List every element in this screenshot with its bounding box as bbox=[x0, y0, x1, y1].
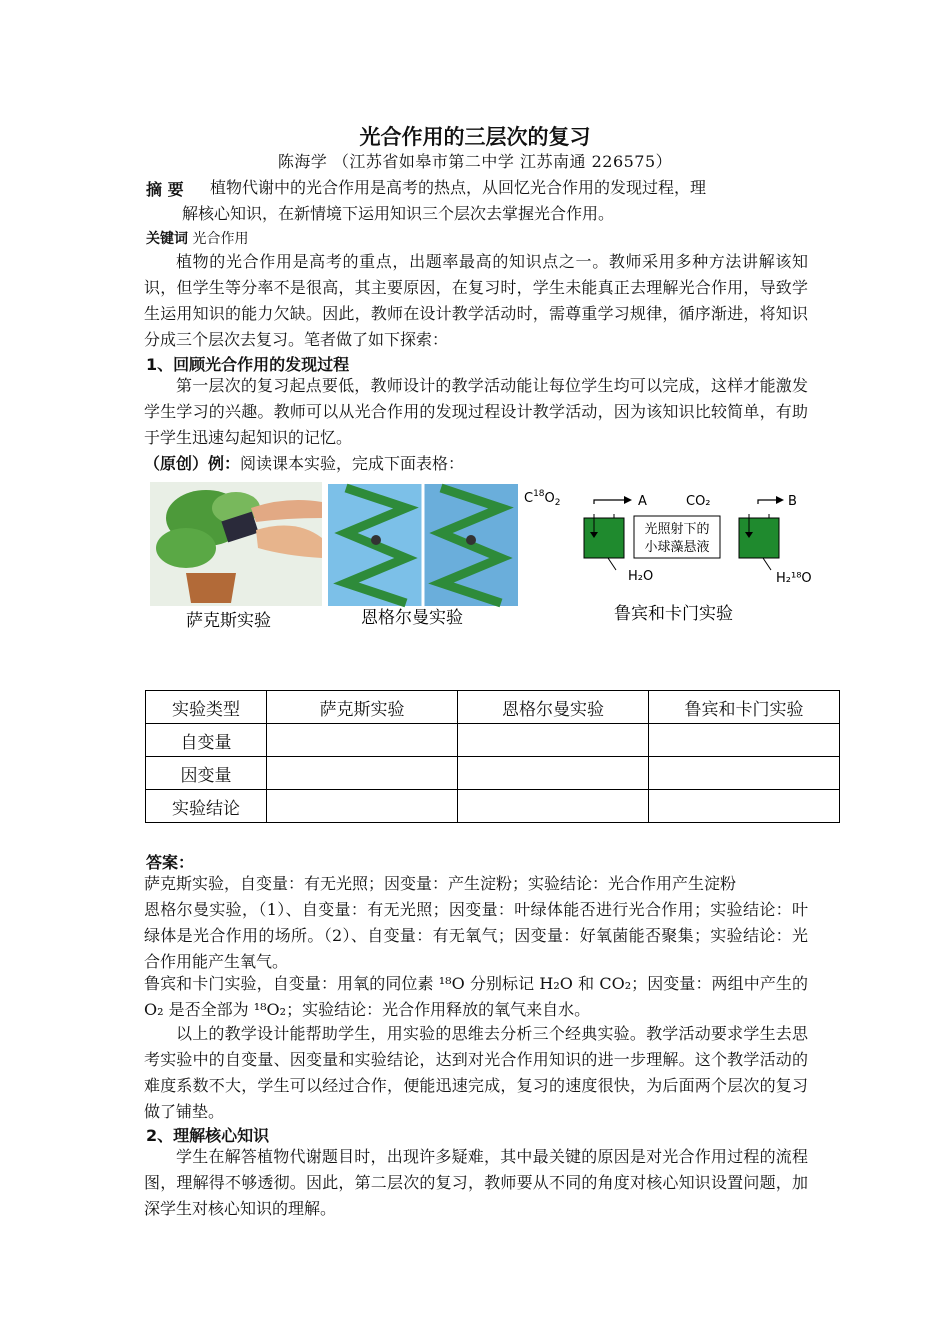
example-text: 阅读课本实验，完成下面表格： bbox=[240, 454, 465, 473]
section1-heading: 1、回顾光合作用的发现过程 bbox=[146, 355, 350, 374]
answer-paragraph-2: 恩格尔曼实验，（1）、自变量：有无光照；因变量：叶绿体能否进行光合作用；实验结论：叶绿体是光合作用的场所。（2）、自变量：有无氧气；因变量：好氧菌能否聚集；实验结论：光合作用能产生氧气。 bbox=[144, 900, 808, 971]
engelmann-photo bbox=[328, 484, 518, 606]
table-row-label: 实验结论 bbox=[146, 790, 267, 823]
label-co2: CO₂ bbox=[686, 494, 711, 509]
label-b: B bbox=[788, 494, 797, 509]
svg-text:C18O2: $C^{18}O_2$ bbox=[524, 489, 561, 508]
table-row bbox=[146, 724, 840, 757]
keywords-value: 光合作用 bbox=[192, 231, 249, 247]
page-title: 光合作用的三层次的复习 bbox=[359, 125, 591, 149]
experiment-figure bbox=[146, 478, 826, 638]
answer-paragraph-3: 鲁宾和卡门实验，自变量：用氧的同位素 ¹⁸O 分别标记 H₂O 和 CO₂；因变量：两组中产生的 O₂ 是否全部为 ¹⁸O₂；实验结论：光合作用释放的氧气来自水。 bbox=[144, 974, 808, 1019]
table-cell[interactable] bbox=[267, 790, 458, 823]
table-header-cell: 实验类型 bbox=[146, 691, 267, 724]
section1-paragraph: 第一层次的复习起点要低，教师设计的教学活动能让每位学生均可以完成，这样才能激发学生学习的兴趣。教师可以从光合作用的发现过程设计教学活动，因为该知识比较简单，有助于学生迅速勾起知识的记忆。 bbox=[144, 376, 808, 447]
table-header-cell: 恩格尔曼实验 bbox=[458, 691, 649, 724]
abstract-line-1: 植物代谢中的光合作用是高考的热点，从回忆光合作用的发现过程，理 bbox=[210, 178, 707, 197]
label-h2o: H₂O bbox=[628, 569, 654, 584]
box-line-2: 小球藻悬液 bbox=[644, 540, 710, 555]
answer-label: 答案： bbox=[146, 853, 195, 872]
table-cell[interactable] bbox=[458, 790, 649, 823]
table-cell[interactable] bbox=[649, 757, 840, 790]
keywords bbox=[146, 228, 248, 248]
intro-paragraph: 植物的光合作用是高考的重点，出题率最高的知识点之一。教师采用多种方法讲解该知识，但学生等分率不是很高，其主要原因，在复习时，学生未能真正去理解光合作用，导致学生运用知识的能力欠缺。因此，教师在设计教学活动时，需尊重学习规律，循序渐进，将知识分成三个层次去复习。笔者做了如下探索： bbox=[144, 252, 808, 349]
example-line bbox=[144, 451, 808, 477]
table-cell[interactable] bbox=[267, 724, 458, 757]
experiment-table bbox=[145, 690, 840, 823]
table-row bbox=[146, 757, 840, 790]
label-h218o: H₂¹⁸O bbox=[776, 571, 812, 586]
table-cell[interactable] bbox=[458, 724, 649, 757]
sachs-photo bbox=[150, 482, 322, 606]
table-row-label: 自变量 bbox=[146, 724, 267, 757]
label-a: A bbox=[638, 494, 647, 509]
table-cell[interactable] bbox=[649, 790, 840, 823]
table-header-row bbox=[146, 691, 840, 724]
example-label: （原创）例： bbox=[144, 454, 241, 473]
answer-line-1: 萨克斯实验，自变量：有无光照；因变量：产生淀粉；实验结论：光合作用产生淀粉 bbox=[144, 874, 737, 893]
table-cell[interactable] bbox=[649, 724, 840, 757]
table-row bbox=[146, 790, 840, 823]
table-row-label: 因变量 bbox=[146, 757, 267, 790]
caption-sachs: 萨克斯实验 bbox=[186, 611, 271, 631]
table-cell[interactable] bbox=[267, 757, 458, 790]
abstract-label: 摘 要 bbox=[146, 180, 184, 199]
ruben-kamen-diagram bbox=[524, 489, 812, 586]
section2-heading: 2、理解核心知识 bbox=[146, 1126, 270, 1145]
author-line: 陈海学 （江苏省如皋市第二中学 江苏南通 226575） bbox=[277, 152, 673, 171]
summary-paragraph: 以上的教学设计能帮助学生，用实验的思维去分析三个经典实验。教学活动要求学生去思考实验中的自变量、因变量和实验结论，达到对光合作用知识的进一步理解。这个教学活动的难度系数不大，学生可以经过合作，便能迅速完成，复习的速度很快，为后面两个层次的复习做了铺垫。 bbox=[144, 1024, 808, 1121]
keywords-label: 关键词 bbox=[146, 231, 188, 247]
section2-paragraph: 学生在解答植物代谢题目时，出现许多疑难，其中最关键的原因是对光合作用过程的流程图，理解得不够透彻。因此，第二层次的复习，教师要从不同的角度对核心知识设置问题，加深学生对核心知识的理解。 bbox=[144, 1147, 808, 1218]
table-header-cell: 萨克斯实验 bbox=[267, 691, 458, 724]
caption-engelmann: 恩格尔曼实验 bbox=[361, 608, 463, 628]
caption-ruben-kamen: 鲁宾和卡门实验 bbox=[614, 604, 733, 624]
box-line-1: 光照射下的 bbox=[644, 522, 710, 537]
table-header-cell: 鲁宾和卡门实验 bbox=[649, 691, 840, 724]
abstract-line-2: 解核心知识，在新情境下运用知识三个层次去掌握光合作用。 bbox=[182, 204, 615, 223]
table-cell[interactable] bbox=[458, 757, 649, 790]
